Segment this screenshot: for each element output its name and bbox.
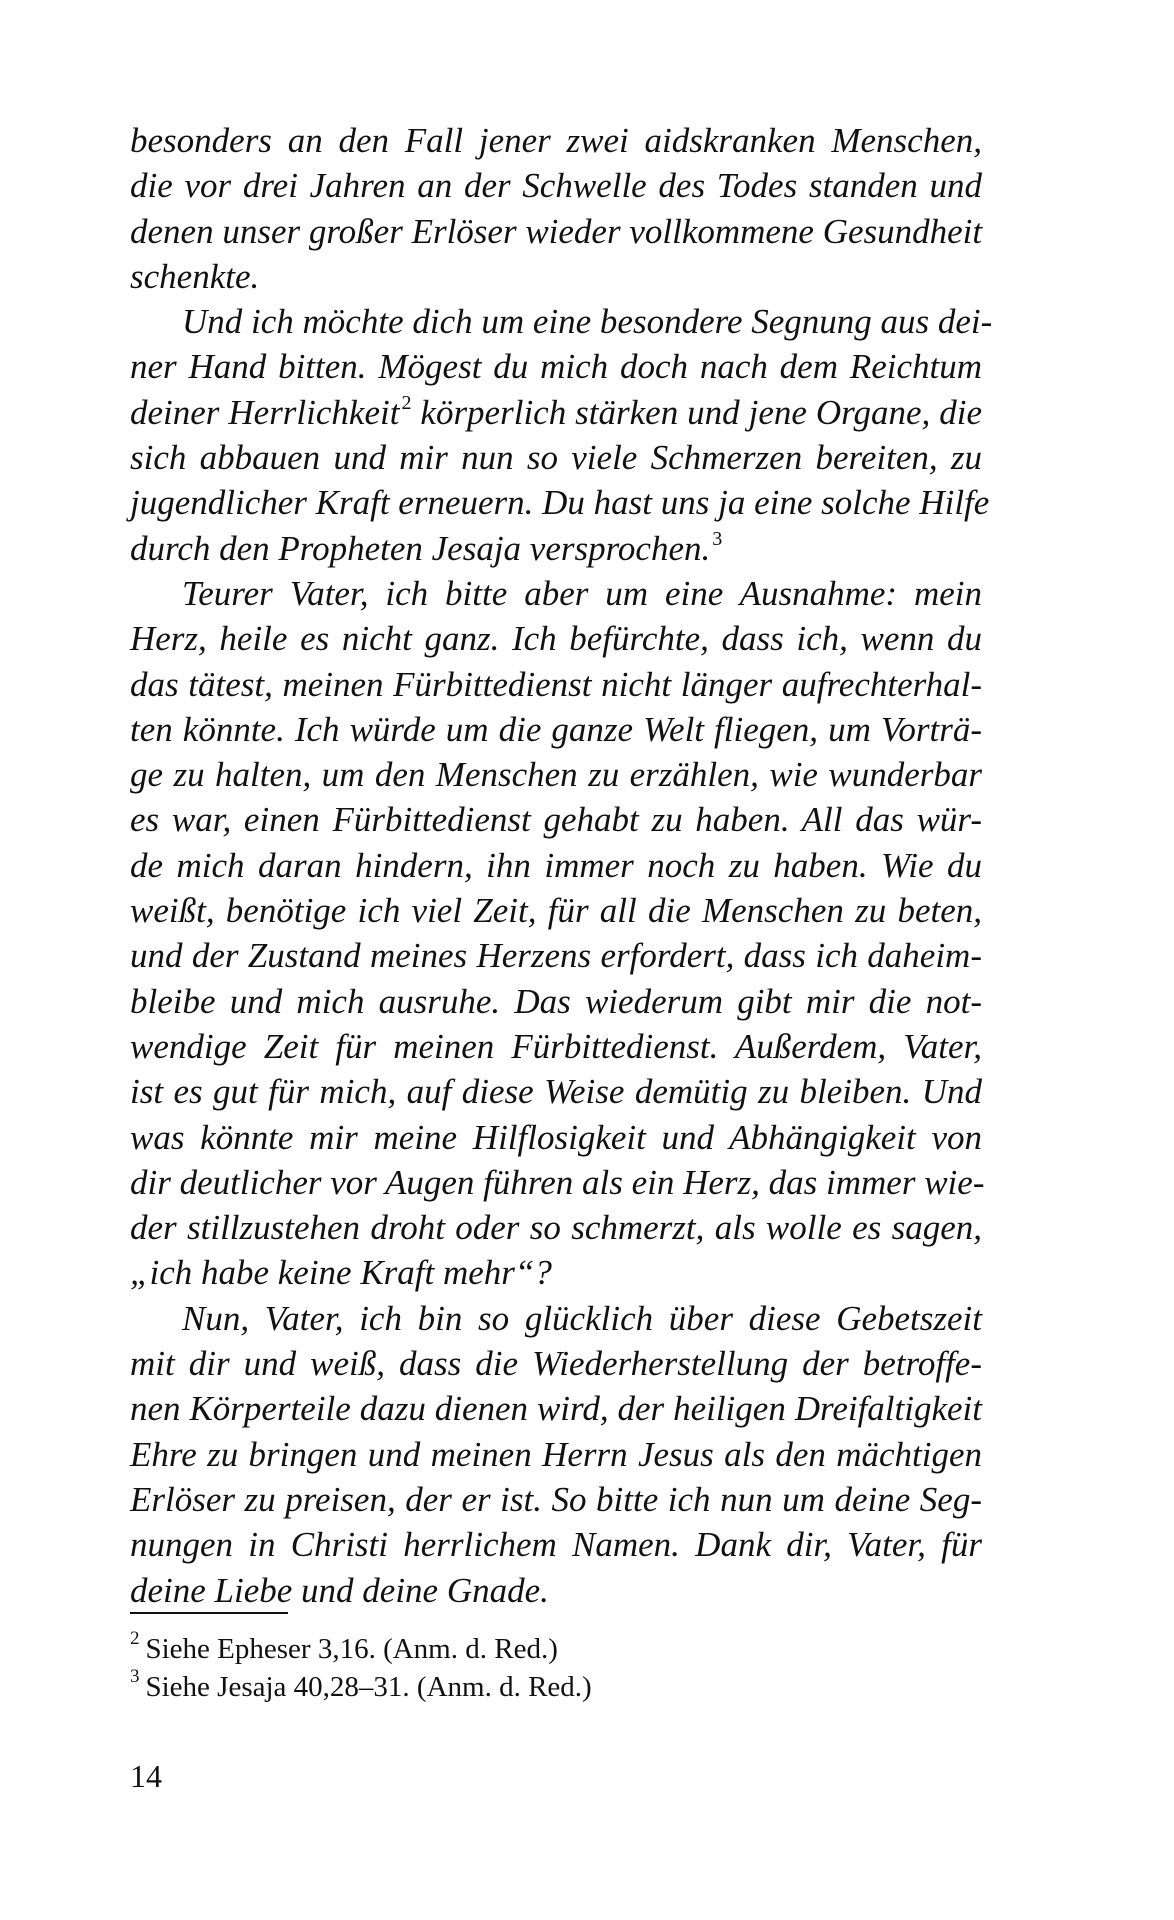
text-line: Teurer Vater, ich bitte aber um eine Ausnahme: mein: [182, 573, 982, 613]
text-line: de mich daran hindern, ihn immer noch zu haben. Wie du: [130, 845, 982, 885]
text-line: weißt, benötige ich viel Zeit, für all die Menschen zu beten,: [130, 891, 982, 931]
text-line: [130, 526, 982, 571]
text-line: [130, 390, 982, 435]
text-line: ten könnte. Ich würde um die ganze Welt fliegen, um Vorträ-: [130, 709, 982, 749]
text-line: nungen in Christi herrlichem Namen. Dank dir, Vater, für: [130, 1525, 982, 1565]
text-line: Und ich möchte dich um eine besondere Segnung aus dei-: [182, 302, 993, 342]
text-line: das tätest, meinen Fürbittedienst nicht länger aufrechterhal-: [130, 664, 982, 704]
footnote-3: [130, 1668, 982, 1706]
text-line: was könnte mir meine Hilflosigkeit und Abhängigkeit von: [130, 1117, 982, 1157]
footnote-reference: 2: [401, 392, 412, 415]
text-line: ge zu halten, um den Menschen zu erzählen, wie wunderbar: [130, 755, 982, 795]
text-line: Ehre zu bringen und meinen Herrn Jesus als den mächtigen: [130, 1434, 982, 1474]
text-segment: durch den Propheten Jesaja versprochen.: [130, 528, 711, 568]
text-line: bleibe und mich ausruhe. Das wiederum gibt mir die not-: [130, 981, 982, 1021]
page-number: 14: [130, 1758, 162, 1794]
footnote-reference: 3: [712, 528, 723, 551]
footnote-2: [130, 1630, 982, 1668]
text-line: dir deutlicher vor Augen führen als ein Herz, das immer wie-: [130, 1162, 985, 1202]
text-line: es war, einen Fürbittedienst gehabt zu haben. All das wür-: [130, 800, 982, 840]
text-line: „ich habe keine Kraft mehr“?: [130, 1253, 552, 1293]
footnote-number: 3: [130, 1666, 140, 1688]
text-line: jugendlicher Kraft erneuern. Du hast uns ja eine solche Hilfe: [130, 483, 990, 523]
footnote-text: Siehe Jesaja 40,28–31. (Anm. d. Red.): [145, 1671, 592, 1703]
text-line: denen unser großer Erlöser wieder vollkommene Gesundheit: [130, 211, 983, 251]
text-line: Herz, heile es nicht ganz. Ich befürchte, dass ich, wenn du: [130, 619, 982, 659]
text-line: und der Zustand meines Herzens erfordert, dass ich daheim-: [130, 936, 982, 976]
footnote-text: Siehe Epheser 3,16. (Anm. d. Red.): [145, 1633, 558, 1665]
text-line: ist es gut für mich, auf diese Weise demütig zu bleiben. Und: [130, 1072, 982, 1112]
text-line: der stillzustehen droht oder so schmerzt, als wolle es sagen,: [130, 1208, 982, 1248]
text-line: wendige Zeit für meinen Fürbittedienst. Außerdem, Vater,: [130, 1026, 982, 1066]
text-line: schenkte.: [130, 256, 260, 296]
text-line: Nun, Vater, ich bin so glücklich über diese Gebetszeit: [182, 1298, 982, 1338]
footnote-divider: [130, 1612, 288, 1614]
text-segment: deiner Herrlichkeit: [130, 392, 400, 432]
text-line: sich abbauen und mir nun so viele Schmerzen bereiten, zu: [130, 438, 982, 478]
footnote-number: 2: [130, 1628, 140, 1650]
text-line: Erlöser zu preisen, der er ist. So bitte ich nun um deine Seg-: [130, 1479, 982, 1519]
text-line: besonders an den Fall jener zwei aidskranken Menschen,: [130, 121, 982, 160]
footnotes: [130, 1630, 982, 1706]
body-text: [130, 118, 993, 1613]
text-line: deine Liebe und deine Gnade.: [130, 1570, 549, 1610]
text-line: nen Körperteile dazu dienen wird, der heiligen Dreifaltigkeit: [130, 1389, 982, 1429]
text-segment: körperlich stärken und jene Organe, die: [420, 392, 983, 432]
text-line: mit dir und weiß, dass die Wiederherstellung der betroffe-: [130, 1344, 982, 1384]
text-line: ner Hand bitten. Mögest du mich doch nach dem Reichtum: [130, 347, 982, 387]
text-line: die vor drei Jahren an der Schwelle des Todes standen und: [130, 166, 982, 206]
